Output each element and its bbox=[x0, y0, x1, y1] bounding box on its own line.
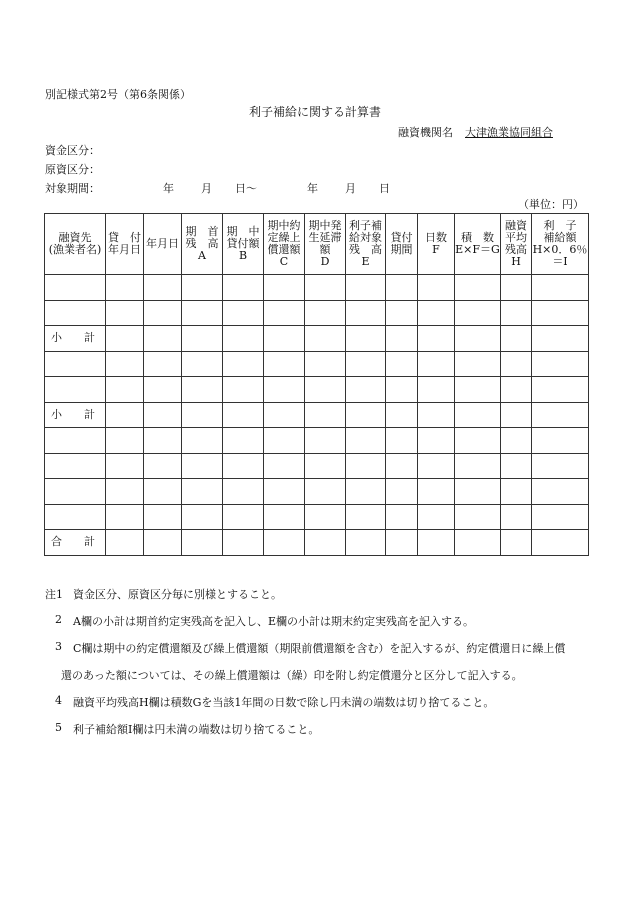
table-cell bbox=[455, 504, 501, 530]
table-cell bbox=[144, 300, 182, 326]
table-row bbox=[45, 326, 589, 352]
column-header bbox=[418, 214, 455, 275]
table-row bbox=[45, 428, 589, 454]
table-cell bbox=[501, 377, 532, 403]
table-cell bbox=[455, 377, 501, 403]
column-header-label: 利 子 補給額 H×0．6％ ＝I bbox=[532, 219, 588, 268]
table-cell bbox=[264, 275, 305, 301]
table-cell bbox=[532, 326, 589, 352]
column-header-label: 利子補 給対象 残 高 E bbox=[349, 219, 382, 268]
column-header-label: 貸 付 年月日 bbox=[108, 231, 141, 256]
table-cell bbox=[106, 300, 144, 326]
table-cell bbox=[386, 504, 418, 530]
table-cell bbox=[182, 530, 223, 556]
table-header-row bbox=[45, 214, 589, 275]
table-cell bbox=[346, 275, 386, 301]
fund-category-label: 資金区分： bbox=[45, 144, 100, 157]
table-row bbox=[45, 300, 589, 326]
table-cell bbox=[144, 275, 182, 301]
column-header bbox=[182, 214, 223, 275]
column-header-label: 積 数 E×F＝G bbox=[455, 231, 500, 256]
row-label-cell: 小 計 bbox=[45, 402, 106, 428]
table-cell bbox=[106, 351, 144, 377]
table-cell bbox=[418, 300, 455, 326]
table-cell bbox=[305, 326, 346, 352]
table-cell bbox=[223, 275, 264, 301]
column-header bbox=[305, 214, 346, 275]
institution-name: 大津漁業協同組合 bbox=[465, 126, 553, 139]
table-cell bbox=[264, 428, 305, 454]
institution-field bbox=[398, 124, 577, 140]
table-cell bbox=[305, 453, 346, 479]
table-cell bbox=[264, 326, 305, 352]
table-cell bbox=[264, 479, 305, 505]
column-header bbox=[223, 214, 264, 275]
note-number: 4 bbox=[55, 694, 62, 707]
table-cell bbox=[223, 377, 264, 403]
table-cell bbox=[346, 300, 386, 326]
table-cell bbox=[144, 326, 182, 352]
column-header-label: 年月日 bbox=[146, 237, 179, 250]
table-cell bbox=[305, 351, 346, 377]
table-cell bbox=[305, 300, 346, 326]
table-cell bbox=[305, 402, 346, 428]
table-cell bbox=[264, 530, 305, 556]
table-cell bbox=[501, 275, 532, 301]
row-label-cell bbox=[45, 428, 106, 454]
form-label: 別記様式第2号（第6条関係） bbox=[45, 88, 191, 101]
table-cell bbox=[455, 275, 501, 301]
table-cell bbox=[386, 300, 418, 326]
table-cell bbox=[264, 402, 305, 428]
table-cell bbox=[418, 326, 455, 352]
table-cell bbox=[223, 402, 264, 428]
table-cell bbox=[532, 402, 589, 428]
row-label-cell bbox=[45, 504, 106, 530]
table-cell bbox=[418, 530, 455, 556]
note-number: 2 bbox=[55, 613, 62, 626]
table-cell bbox=[501, 504, 532, 530]
column-header-label: 日数 F bbox=[425, 231, 447, 256]
table-cell bbox=[144, 351, 182, 377]
table-cell bbox=[346, 428, 386, 454]
table-cell bbox=[144, 479, 182, 505]
row-label-cell bbox=[45, 479, 106, 505]
column-header bbox=[455, 214, 501, 275]
table-cell bbox=[386, 428, 418, 454]
table-cell bbox=[501, 326, 532, 352]
column-header-label: 期中約 定繰上 償還額 C bbox=[267, 219, 301, 268]
table-cell bbox=[106, 504, 144, 530]
column-header-label: 期中発 生延滞 額 D bbox=[308, 219, 342, 268]
table-cell bbox=[418, 479, 455, 505]
column-header-label: 融資先 (漁業者名) bbox=[48, 231, 102, 256]
row-label-cell bbox=[45, 453, 106, 479]
table-cell bbox=[455, 351, 501, 377]
table-row bbox=[45, 479, 589, 505]
table-cell bbox=[346, 504, 386, 530]
table-row bbox=[45, 530, 589, 556]
table-cell bbox=[532, 504, 589, 530]
table-cell bbox=[418, 453, 455, 479]
table-cell bbox=[501, 402, 532, 428]
column-header-label: 期 中 貸付額 B bbox=[226, 225, 260, 262]
column-header bbox=[264, 214, 305, 275]
period-month-start: 月 bbox=[201, 182, 212, 195]
table-cell bbox=[455, 300, 501, 326]
table-cell bbox=[532, 377, 589, 403]
table-cell bbox=[264, 504, 305, 530]
table-cell bbox=[182, 402, 223, 428]
table-cell bbox=[532, 300, 589, 326]
column-header bbox=[106, 214, 144, 275]
table-cell bbox=[223, 300, 264, 326]
table-cell bbox=[346, 326, 386, 352]
table-cell bbox=[418, 504, 455, 530]
table-cell bbox=[346, 402, 386, 428]
table-cell bbox=[106, 530, 144, 556]
note-text: A欄の小計は期首約定実残高を記入し、E欄の小計は期末約定実残高を記入する。 bbox=[73, 615, 474, 628]
table-cell bbox=[418, 351, 455, 377]
table-cell bbox=[455, 530, 501, 556]
table-cell bbox=[106, 453, 144, 479]
table-cell bbox=[532, 453, 589, 479]
table-cell bbox=[386, 275, 418, 301]
table-cell bbox=[182, 428, 223, 454]
table-row bbox=[45, 453, 589, 479]
table-cell bbox=[501, 300, 532, 326]
row-label-cell bbox=[45, 275, 106, 301]
institution-label: 融資機関名 bbox=[398, 126, 453, 139]
table-cell bbox=[501, 479, 532, 505]
table-cell bbox=[223, 453, 264, 479]
table-cell bbox=[418, 402, 455, 428]
table-cell bbox=[264, 453, 305, 479]
column-header bbox=[501, 214, 532, 275]
row-label-cell: 小 計 bbox=[45, 326, 106, 352]
column-header-label: 期 首 残 高 A bbox=[185, 225, 219, 262]
table-cell bbox=[386, 402, 418, 428]
table-row bbox=[45, 377, 589, 403]
table-cell bbox=[264, 351, 305, 377]
period-year-end: 年 bbox=[307, 182, 318, 195]
table-cell bbox=[223, 530, 264, 556]
table-cell bbox=[455, 453, 501, 479]
table-cell bbox=[106, 479, 144, 505]
table-cell bbox=[223, 504, 264, 530]
target-period bbox=[45, 180, 445, 194]
table-cell bbox=[532, 351, 589, 377]
table-cell bbox=[455, 428, 501, 454]
column-header-label: 融資 平均 残高 H bbox=[505, 219, 527, 268]
table-cell bbox=[501, 453, 532, 479]
column-header bbox=[45, 214, 106, 275]
table-cell bbox=[455, 479, 501, 505]
table-cell bbox=[386, 479, 418, 505]
table-cell bbox=[264, 300, 305, 326]
table-cell bbox=[305, 479, 346, 505]
table-cell bbox=[386, 453, 418, 479]
table-cell bbox=[386, 530, 418, 556]
period-year-start: 年 bbox=[163, 182, 174, 195]
table-cell bbox=[346, 530, 386, 556]
column-header bbox=[532, 214, 589, 275]
note-number: 3 bbox=[55, 640, 62, 653]
table-cell bbox=[106, 275, 144, 301]
table-cell bbox=[305, 377, 346, 403]
table-cell bbox=[223, 479, 264, 505]
table-cell bbox=[418, 428, 455, 454]
note-number: 5 bbox=[55, 721, 62, 734]
table-cell bbox=[182, 504, 223, 530]
table-cell bbox=[182, 377, 223, 403]
table-cell bbox=[501, 428, 532, 454]
column-header-label: 貸付 期間 bbox=[390, 231, 413, 256]
table-cell bbox=[182, 326, 223, 352]
row-label-cell bbox=[45, 351, 106, 377]
period-day-start: 日～ bbox=[235, 182, 257, 195]
table-cell bbox=[144, 428, 182, 454]
table-cell bbox=[144, 402, 182, 428]
table-cell bbox=[532, 275, 589, 301]
table-row bbox=[45, 504, 589, 530]
period-day-end: 日 bbox=[379, 182, 390, 195]
calculation-table bbox=[44, 213, 589, 556]
note-text: 還のあった額については、その繰上償還額は（繰）印を附し約定償還分と区分して記入する。 bbox=[61, 669, 523, 682]
table-cell bbox=[182, 351, 223, 377]
table-cell bbox=[305, 275, 346, 301]
table-cell bbox=[182, 453, 223, 479]
table-cell bbox=[106, 326, 144, 352]
note-text: 融資平均残高H欄は積数Gを当該1年間の日数で除し円未満の端数は切り捨てること。 bbox=[73, 696, 495, 709]
table-cell bbox=[455, 326, 501, 352]
table-cell bbox=[386, 351, 418, 377]
table-cell bbox=[144, 504, 182, 530]
table-cell bbox=[305, 504, 346, 530]
table-cell bbox=[346, 479, 386, 505]
table-cell bbox=[532, 479, 589, 505]
period-month-end: 月 bbox=[345, 182, 356, 195]
row-label-cell bbox=[45, 377, 106, 403]
table-cell bbox=[346, 377, 386, 403]
table-cell bbox=[144, 377, 182, 403]
note-number: 注1 bbox=[45, 588, 63, 601]
row-label-cell: 合 計 bbox=[45, 530, 106, 556]
document-title: 利子補給に関する計算書 bbox=[248, 105, 381, 119]
table-cell bbox=[532, 530, 589, 556]
table-cell bbox=[182, 275, 223, 301]
table-cell bbox=[501, 351, 532, 377]
unit-note: （単位：円） bbox=[518, 198, 584, 211]
table-cell bbox=[182, 479, 223, 505]
table-cell bbox=[223, 428, 264, 454]
table-cell bbox=[305, 530, 346, 556]
row-label-cell bbox=[45, 300, 106, 326]
note-text: C欄は期中の約定償還額及び繰上償還額（期限前償還額を含む）を記入するが、約定償還日に繰上償 bbox=[73, 642, 566, 655]
column-header bbox=[144, 214, 182, 275]
table-cell bbox=[418, 377, 455, 403]
period-label: 対象期間： bbox=[45, 182, 100, 195]
note-text: 利子補給額I欄は円未満の端数は切り捨てること。 bbox=[73, 723, 320, 736]
column-header bbox=[346, 214, 386, 275]
table-cell bbox=[455, 402, 501, 428]
column-header bbox=[386, 214, 418, 275]
table-cell bbox=[182, 300, 223, 326]
table-cell bbox=[346, 453, 386, 479]
table-cell bbox=[501, 530, 532, 556]
source-category-label: 原資区分： bbox=[45, 163, 100, 176]
note-text: 資金区分、原資区分毎に別様とすること。 bbox=[73, 588, 282, 601]
table-cell bbox=[386, 377, 418, 403]
table-cell bbox=[418, 275, 455, 301]
table-cell bbox=[144, 453, 182, 479]
table-cell bbox=[346, 351, 386, 377]
table-cell bbox=[305, 428, 346, 454]
table-row bbox=[45, 402, 589, 428]
table-row bbox=[45, 351, 589, 377]
table-cell bbox=[106, 377, 144, 403]
table-cell bbox=[106, 428, 144, 454]
table-cell bbox=[264, 377, 305, 403]
table-cell bbox=[144, 530, 182, 556]
table-cell bbox=[223, 326, 264, 352]
table-cell bbox=[532, 428, 589, 454]
table-cell bbox=[386, 326, 418, 352]
table-row bbox=[45, 275, 589, 301]
table-cell bbox=[223, 351, 264, 377]
table-cell bbox=[106, 402, 144, 428]
